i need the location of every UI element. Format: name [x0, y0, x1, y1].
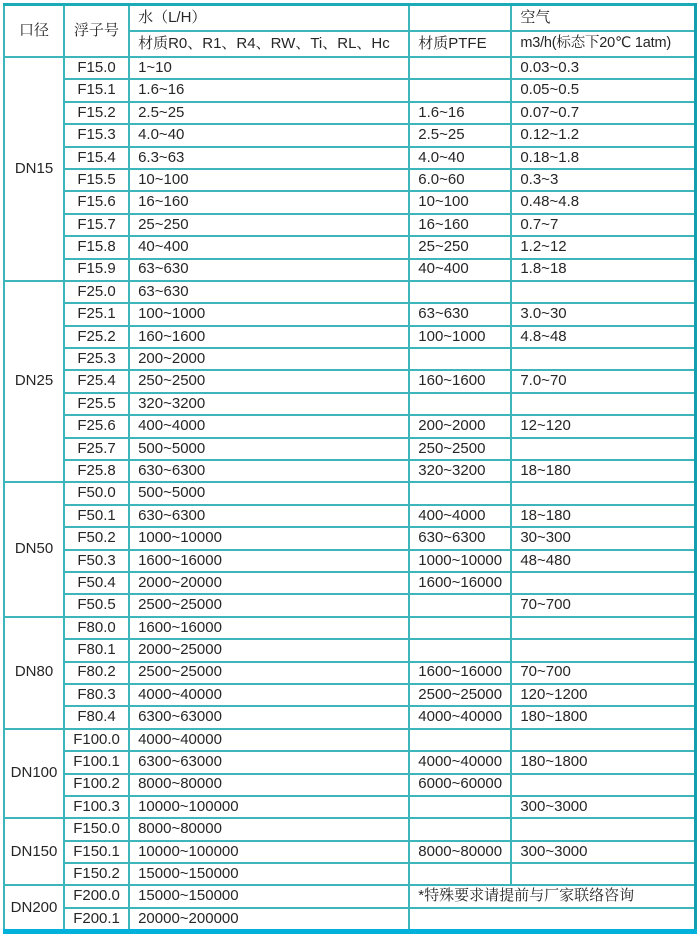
water-range-cell: 4000~40000 [129, 729, 409, 751]
water-range-cell: 10000~100000 [129, 796, 409, 818]
table-row [4, 818, 696, 840]
air-range-cell: 0.03~0.3 [511, 57, 695, 79]
float-no-cell: F50.3 [64, 550, 129, 572]
water-range-cell: 6300~63000 [129, 751, 409, 773]
water-ptfe-cell: 8000~80000 [409, 841, 511, 863]
water-range-cell: 15000~150000 [129, 885, 409, 907]
table-row [4, 370, 696, 392]
table-row [4, 774, 696, 796]
diameter-cell: DN150 [4, 818, 64, 885]
water-ptfe-cell: 630~6300 [409, 527, 511, 549]
table-row [4, 639, 696, 661]
air-range-cell: 0.05~0.5 [511, 79, 695, 101]
float-no-cell: F50.0 [64, 482, 129, 504]
air-range-cell: 3.0~30 [511, 303, 695, 325]
air-range-cell: 1.2~12 [511, 236, 695, 258]
water-ptfe-cell: 1.6~16 [409, 102, 511, 124]
water-ptfe-cell [409, 818, 511, 840]
air-range-cell [511, 348, 695, 370]
air-range-cell: 70~700 [511, 594, 695, 616]
water-range-cell: 630~6300 [129, 505, 409, 527]
water-range-cell: 4000~40000 [129, 684, 409, 706]
water-ptfe-cell: 160~1600 [409, 370, 511, 392]
water-ptfe-cell: 16~160 [409, 214, 511, 236]
air-range-cell [511, 393, 695, 415]
float-no-cell: F50.1 [64, 505, 129, 527]
float-no-cell: F80.1 [64, 639, 129, 661]
table-body [4, 57, 696, 932]
diameter-cell: DN100 [4, 729, 64, 819]
float-no-cell: F15.0 [64, 57, 129, 79]
water-range-cell: 320~3200 [129, 393, 409, 415]
water-ptfe-cell [409, 729, 511, 751]
table-header [4, 5, 696, 58]
air-range-cell: 120~1200 [511, 684, 695, 706]
water-range-cell: 4.0~40 [129, 124, 409, 146]
water-range-cell: 500~5000 [129, 482, 409, 504]
header-water-title: 水（L/H） [129, 5, 409, 32]
water-range-cell: 200~2000 [129, 348, 409, 370]
air-range-cell [511, 774, 695, 796]
air-range-cell: 18~180 [511, 460, 695, 482]
water-range-cell: 2500~25000 [129, 594, 409, 616]
water-range-cell: 6.3~63 [129, 147, 409, 169]
water-ptfe-cell [409, 281, 511, 303]
air-range-cell: 180~1800 [511, 706, 695, 728]
float-no-cell: F200.1 [64, 908, 129, 932]
float-no-cell: F80.0 [64, 617, 129, 639]
table-row [4, 124, 696, 146]
water-ptfe-cell: 10~100 [409, 191, 511, 213]
water-range-cell: 10000~100000 [129, 841, 409, 863]
float-no-cell: F100.0 [64, 729, 129, 751]
air-range-cell [511, 572, 695, 594]
water-range-cell: 500~5000 [129, 438, 409, 460]
float-no-cell: F25.0 [64, 281, 129, 303]
float-no-cell: F15.4 [64, 147, 129, 169]
table-row [4, 706, 696, 728]
table-row [4, 796, 696, 818]
air-range-cell [511, 281, 695, 303]
table-row [4, 594, 696, 616]
table-row [4, 102, 696, 124]
water-ptfe-cell: 2.5~25 [409, 124, 511, 146]
air-range-cell: 1.8~18 [511, 259, 695, 281]
diameter-cell: DN15 [4, 57, 64, 281]
special-note-cell [409, 908, 695, 932]
air-range-cell [511, 639, 695, 661]
float-no-cell: F15.2 [64, 102, 129, 124]
air-range-cell: 300~3000 [511, 841, 695, 863]
water-ptfe-cell: 1000~10000 [409, 550, 511, 572]
float-no-cell: F15.6 [64, 191, 129, 213]
table-row [4, 505, 696, 527]
float-no-cell: F15.7 [64, 214, 129, 236]
float-no-cell: F25.1 [64, 303, 129, 325]
float-no-cell: F50.5 [64, 594, 129, 616]
water-ptfe-cell [409, 348, 511, 370]
diameter-cell: DN25 [4, 281, 64, 483]
air-range-cell [511, 438, 695, 460]
table-row [4, 662, 696, 684]
water-range-cell: 2000~25000 [129, 639, 409, 661]
water-range-cell: 63~630 [129, 259, 409, 281]
water-range-cell: 15000~150000 [129, 863, 409, 885]
float-no-cell: F50.4 [64, 572, 129, 594]
diameter-cell: DN200 [4, 885, 64, 931]
table-row [4, 460, 696, 482]
air-range-cell: 0.7~7 [511, 214, 695, 236]
float-no-cell: F25.3 [64, 348, 129, 370]
water-ptfe-cell: 4000~40000 [409, 751, 511, 773]
float-no-cell: F80.2 [64, 662, 129, 684]
water-ptfe-cell: 25~250 [409, 236, 511, 258]
table-row [4, 147, 696, 169]
table-row [4, 841, 696, 863]
water-ptfe-cell [409, 639, 511, 661]
header-diameter: 口径 [4, 5, 64, 58]
water-range-cell: 2000~20000 [129, 572, 409, 594]
water-range-cell: 2.5~25 [129, 102, 409, 124]
table-row [4, 236, 696, 258]
water-ptfe-cell: 2500~25000 [409, 684, 511, 706]
float-no-cell: F15.9 [64, 259, 129, 281]
header-water-blank [409, 5, 511, 32]
float-no-cell: F25.2 [64, 326, 129, 348]
water-range-cell: 630~6300 [129, 460, 409, 482]
water-range-cell: 8000~80000 [129, 774, 409, 796]
air-range-cell: 7.0~70 [511, 370, 695, 392]
water-ptfe-cell: 250~2500 [409, 438, 511, 460]
float-no-cell: F15.5 [64, 169, 129, 191]
header-air-unit: m3/h(标态下20℃ 1atm) [511, 31, 695, 57]
water-range-cell: 1600~16000 [129, 617, 409, 639]
float-no-cell: F80.4 [64, 706, 129, 728]
water-range-cell: 1000~10000 [129, 527, 409, 549]
table-row [4, 348, 696, 370]
table-row [4, 259, 696, 281]
air-range-cell [511, 617, 695, 639]
table-row [4, 729, 696, 751]
table-row [4, 393, 696, 415]
table-row [4, 326, 696, 348]
water-range-cell: 40~400 [129, 236, 409, 258]
air-range-cell: 12~120 [511, 415, 695, 437]
header-water-material-a: 材质R0、R1、R4、RW、Ti、RL、Hc [129, 31, 409, 57]
water-ptfe-cell [409, 617, 511, 639]
float-no-cell: F100.3 [64, 796, 129, 818]
water-range-cell: 1600~16000 [129, 550, 409, 572]
water-range-cell: 8000~80000 [129, 818, 409, 840]
water-range-cell: 2500~25000 [129, 662, 409, 684]
table-row [4, 684, 696, 706]
water-ptfe-cell: 4.0~40 [409, 147, 511, 169]
header-float-no: 浮子号 [64, 5, 129, 58]
air-range-cell: 48~480 [511, 550, 695, 572]
water-ptfe-cell [409, 57, 511, 79]
water-ptfe-cell [409, 393, 511, 415]
header-air-title: 空气 [511, 5, 695, 32]
water-ptfe-cell: 320~3200 [409, 460, 511, 482]
float-no-cell: F15.3 [64, 124, 129, 146]
air-range-cell: 0.18~1.8 [511, 147, 695, 169]
air-range-cell: 70~700 [511, 662, 695, 684]
air-range-cell: 30~300 [511, 527, 695, 549]
flow-spec-table [3, 3, 697, 934]
table-row [4, 572, 696, 594]
water-range-cell: 20000~200000 [129, 908, 409, 932]
water-range-cell: 25~250 [129, 214, 409, 236]
water-range-cell: 1~10 [129, 57, 409, 79]
table-row [4, 281, 696, 303]
water-range-cell: 400~4000 [129, 415, 409, 437]
water-ptfe-cell [409, 796, 511, 818]
float-no-cell: F25.7 [64, 438, 129, 460]
special-note-cell: *特殊要求请提前与厂家联络咨询 [409, 885, 695, 907]
water-ptfe-cell [409, 594, 511, 616]
water-ptfe-cell: 6.0~60 [409, 169, 511, 191]
water-range-cell: 16~160 [129, 191, 409, 213]
float-no-cell: F15.8 [64, 236, 129, 258]
table-row [4, 863, 696, 885]
water-ptfe-cell: 100~1000 [409, 326, 511, 348]
water-ptfe-cell [409, 482, 511, 504]
water-range-cell: 6300~63000 [129, 706, 409, 728]
table-row [4, 885, 696, 907]
table-row [4, 57, 696, 79]
water-ptfe-cell [409, 863, 511, 885]
float-no-cell: F100.1 [64, 751, 129, 773]
water-range-cell: 10~100 [129, 169, 409, 191]
table-row [4, 550, 696, 572]
air-range-cell: 180~1800 [511, 751, 695, 773]
water-ptfe-cell: 6000~60000 [409, 774, 511, 796]
table-row [4, 303, 696, 325]
water-ptfe-cell: 200~2000 [409, 415, 511, 437]
table-row [4, 214, 696, 236]
header-water-material-b: 材质PTFE [409, 31, 511, 57]
air-range-cell [511, 863, 695, 885]
air-range-cell: 18~180 [511, 505, 695, 527]
water-ptfe-cell: 4000~40000 [409, 706, 511, 728]
table-row [4, 527, 696, 549]
water-ptfe-cell [409, 79, 511, 101]
float-no-cell: F200.0 [64, 885, 129, 907]
float-no-cell: F15.1 [64, 79, 129, 101]
water-range-cell: 250~2500 [129, 370, 409, 392]
diameter-cell: DN50 [4, 482, 64, 616]
table-row [4, 191, 696, 213]
table-row [4, 169, 696, 191]
water-range-cell: 63~630 [129, 281, 409, 303]
table-row [4, 482, 696, 504]
float-no-cell: F25.6 [64, 415, 129, 437]
float-no-cell: F25.5 [64, 393, 129, 415]
header-row-1 [4, 5, 696, 32]
air-range-cell [511, 729, 695, 751]
table-row [4, 415, 696, 437]
air-range-cell [511, 482, 695, 504]
air-range-cell: 4.8~48 [511, 326, 695, 348]
table-row [4, 79, 696, 101]
float-no-cell: F150.0 [64, 818, 129, 840]
float-no-cell: F150.1 [64, 841, 129, 863]
water-range-cell: 100~1000 [129, 303, 409, 325]
air-range-cell [511, 818, 695, 840]
table-row [4, 751, 696, 773]
float-no-cell: F150.2 [64, 863, 129, 885]
water-ptfe-cell: 1600~16000 [409, 572, 511, 594]
water-ptfe-cell: 40~400 [409, 259, 511, 281]
float-no-cell: F50.2 [64, 527, 129, 549]
air-range-cell: 300~3000 [511, 796, 695, 818]
table-row [4, 438, 696, 460]
water-ptfe-cell: 63~630 [409, 303, 511, 325]
diameter-cell: DN80 [4, 617, 64, 729]
float-no-cell: F25.8 [64, 460, 129, 482]
air-range-cell: 0.3~3 [511, 169, 695, 191]
air-range-cell: 0.12~1.2 [511, 124, 695, 146]
table-row [4, 908, 696, 932]
table-row [4, 617, 696, 639]
water-ptfe-cell: 400~4000 [409, 505, 511, 527]
water-range-cell: 1.6~16 [129, 79, 409, 101]
float-no-cell: F80.3 [64, 684, 129, 706]
air-range-cell: 0.48~4.8 [511, 191, 695, 213]
water-ptfe-cell: 1600~16000 [409, 662, 511, 684]
air-range-cell: 0.07~0.7 [511, 102, 695, 124]
water-range-cell: 160~1600 [129, 326, 409, 348]
float-no-cell: F100.2 [64, 774, 129, 796]
float-no-cell: F25.4 [64, 370, 129, 392]
